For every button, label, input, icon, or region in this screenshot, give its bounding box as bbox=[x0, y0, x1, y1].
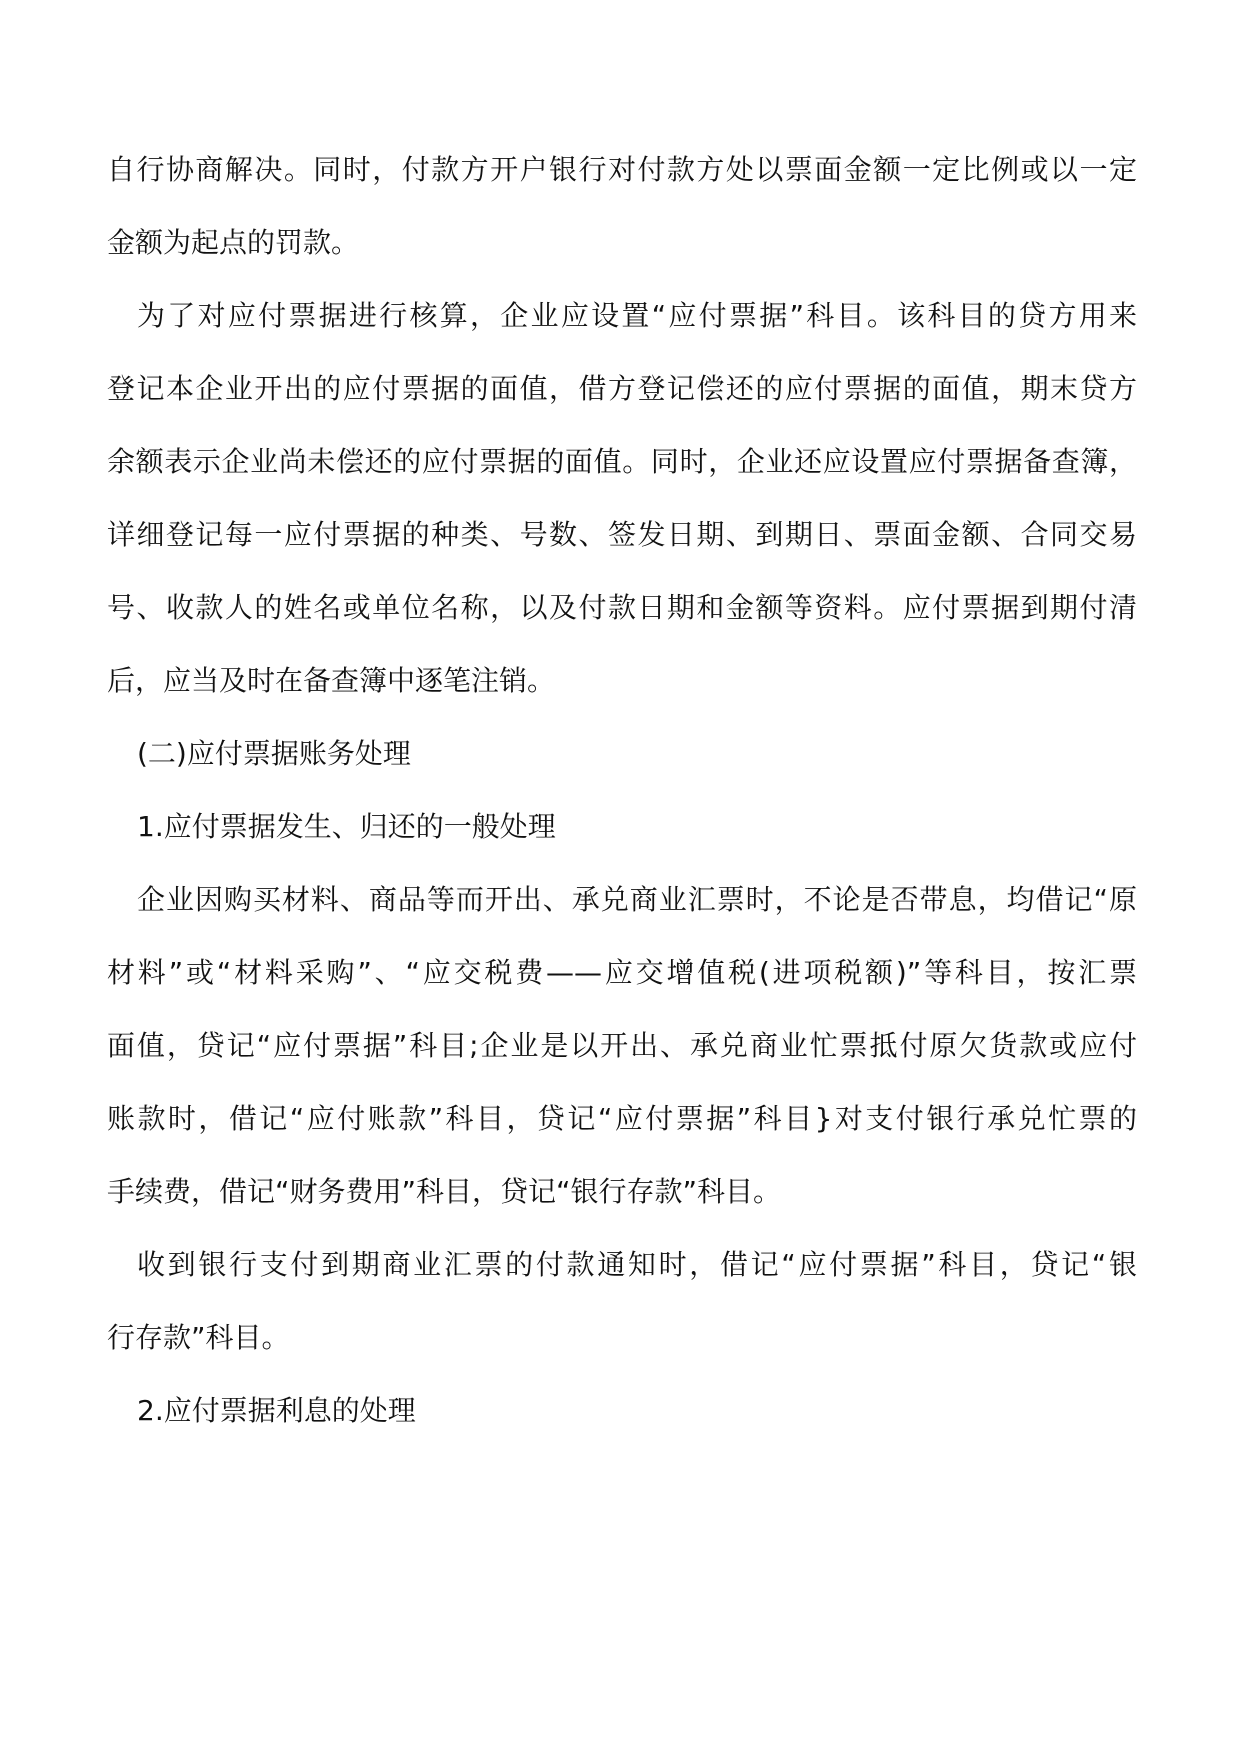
paragraph-line: 收到银行支付到期商业汇票的付款通知时，借记“应付票据”科目，贷记“银 bbox=[137, 1248, 1137, 1281]
paragraph-line: 手续费，借记“财务费用”科目，贷记“银行存款”科目。 bbox=[107, 1175, 782, 1208]
paragraph-line: 后，应当及时在备查簿中逐笔注销。 bbox=[107, 664, 556, 697]
paragraph-line: 金额为起点的罚款。 bbox=[107, 226, 360, 259]
paragraph-line: 详细登记每一应付票据的种类、号数、签发日期、到期日、票面金额、合同交易 bbox=[107, 518, 1137, 551]
paragraph-line: 号、收款人的姓名或单位名称，以及付款日期和金额等资料。应付票据到期付清 bbox=[107, 591, 1137, 624]
paragraph-line: 企业因购买材料、商品等而开出、承兑商业汇票时，不论是否带息，均借记“原 bbox=[137, 883, 1137, 916]
paragraph-line: 面值，贷记“应付票据”科目;企业是以开出、承兑商业忙票抵付原欠货款或应付 bbox=[107, 1029, 1137, 1062]
subsection-heading: 2.应付票据利息的处理 bbox=[137, 1394, 416, 1427]
paragraph-line: 余额表示企业尚未偿还的应付票据的面值。同时，企业还应设置应付票据备查簿， bbox=[107, 445, 1137, 478]
paragraph-line: 自行协商解决。同时，付款方开户银行对付款方处以票面金额一定比例或以一定 bbox=[107, 153, 1137, 186]
paragraph-line: 账款时，借记“应付账款”科目，贷记“应付票据”科目}对支付银行承兑忙票的 bbox=[107, 1102, 1137, 1135]
paragraph-line: 行存款”科目。 bbox=[107, 1321, 290, 1354]
paragraph-line: 登记本企业开出的应付票据的面值，借方登记偿还的应付票据的面值，期末贷方 bbox=[107, 372, 1137, 405]
subsection-heading: 1.应付票据发生、归还的一般处理 bbox=[137, 810, 556, 843]
section-heading: (二)应付票据账务处理 bbox=[137, 737, 411, 770]
paragraph-line: 为了对应付票据进行核算，企业应设置“应付票据”科目。该科目的贷方用来 bbox=[137, 299, 1137, 332]
paragraph-line: 材料”或“材料采购”、“应交税费——应交增值税(进项税额)”等科目，按汇票 bbox=[107, 956, 1137, 989]
